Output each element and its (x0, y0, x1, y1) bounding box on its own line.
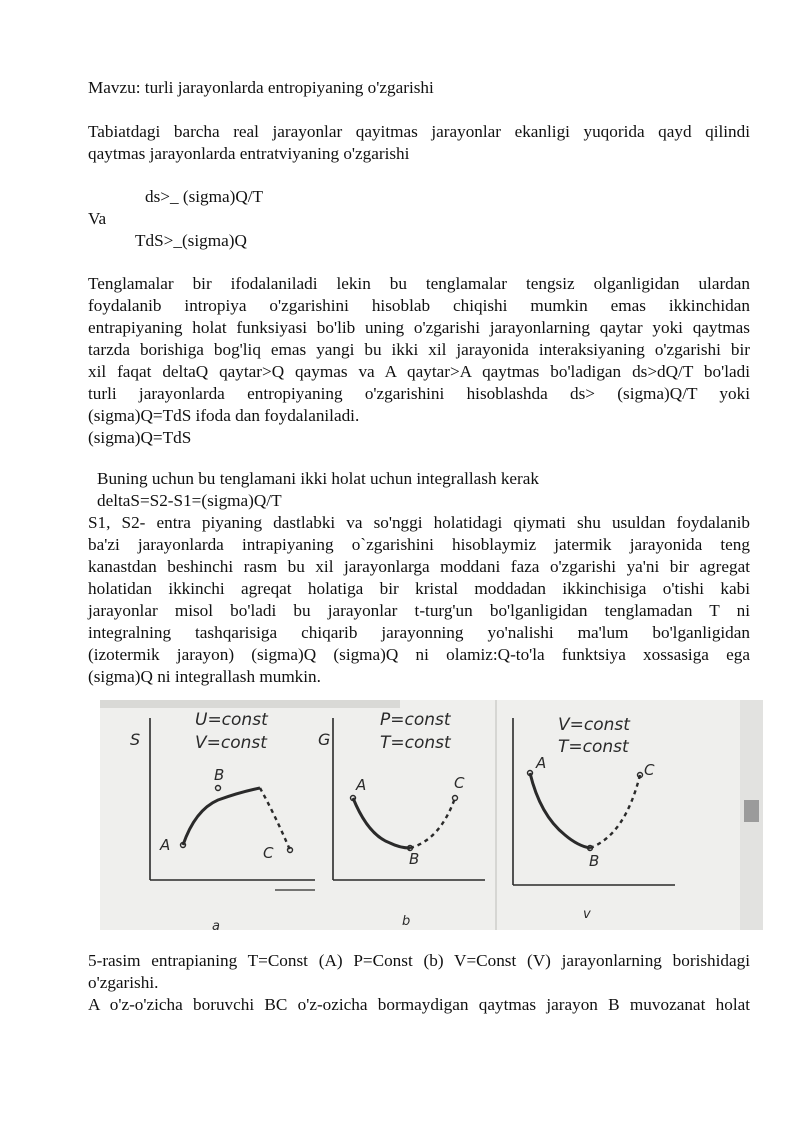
caption-line-2: o'zgarishi. (88, 973, 159, 992)
para2-line-7: (sigma)Q=TdS ifoda dan foydalaniladi. (88, 406, 360, 425)
para2-line-3: entrapiyaning holat funksiyasi bo'lib uning o'zgarishi jarayonlarning qaytar yoki qaytmas (88, 318, 750, 337)
para1-line-1: Tabiatdagi barcha real jarayonlar qayitmas jarayonlar ekanligi yuqorida qayd qilindi (88, 122, 750, 141)
panel-v-dashed-curve (590, 775, 640, 848)
integrate-instruction: Buning uchun bu tenglamani ikki holat uchun integrallash kerak (97, 469, 539, 488)
panel-v-point-a: A (536, 754, 547, 772)
panel-v-sub: v (583, 907, 591, 922)
formula-tds: TdS>_(sigma)Q (135, 231, 247, 250)
formula-sigma-q: (sigma)Q=TdS (88, 428, 192, 447)
panel-a-cond1: U=const (195, 710, 268, 730)
panel-a-point-b: B (214, 766, 225, 784)
panel-a-solid-curve (183, 788, 260, 845)
va-word: Va (88, 209, 107, 228)
panel-v (513, 715, 675, 922)
panel-b (318, 710, 485, 929)
para2-line-5: xil faqat deltaQ qaytar>Q qaymas va A qaytar>A qaytmas bo'ladigan ds>dQ/T bo'ladi (88, 362, 750, 381)
entropy-process-figure (100, 700, 763, 930)
panel-v-point-c: C (644, 761, 655, 779)
panel-a-dashed-curve (260, 788, 290, 850)
caption-line-1: 5-rasim entrapianing T=Const (A) P=Const (b) V=Const (V) jarayonlarning borishidagi (88, 951, 750, 970)
para3-line-2: ba'zi jarayonlarda intrapiyaning o`zgarishini hisoblaymiz jatermik jarayonida teng (88, 535, 750, 554)
panel-b-point-b: B (409, 850, 420, 868)
panel-v-solid-curve (530, 773, 590, 848)
panel-b-axis-label: G (318, 730, 331, 749)
formula-ds: ds>_ (sigma)Q/T (145, 187, 264, 206)
para2-line-6: turli jarayonlarda entropiyaning o'zgarishini hisoblashda ds> (sigma)Q/T yoki (88, 384, 750, 403)
panel-a (130, 710, 315, 930)
panel-v-cond2: T=const (558, 737, 629, 757)
panel-v-cond1: V=const (558, 715, 630, 735)
para3-line-8: (sigma)Q ni integrallash mumkin. (88, 667, 321, 686)
panel-b-cond1: P=const (380, 710, 451, 730)
panel-a-axis-label: S (130, 730, 141, 749)
panel-b-point-a: A (356, 776, 367, 794)
para3-line-3: kanastdan beshinchi rasm bu xil jarayonlarga moddani faza o'zgarishi ya'ni bir agregat (88, 557, 750, 576)
panel-b-dashed-curve (410, 798, 455, 848)
document-title: Mavzu: turli jarayonlarda entropiyaning o'zgarishi (88, 78, 434, 97)
last-line: A o'z-o'zicha boruvchi BC o'z-ozicha bormaydigan qaytmas jarayon B muvozanat holat (88, 995, 750, 1014)
formula-delta-s: deltaS=S2-S1=(sigma)Q/T (97, 491, 282, 510)
para3-line-6: integralning tashqarisiga chiqarib jarayonning yo'nalishi ma'lum bo'lganligidan (88, 623, 750, 642)
panel-b-point-c: C (454, 774, 465, 792)
para3-line-7: (izotermik jarayon) (sigma)Q (sigma)Q ni olamiz:Q-to'la funktsiya xossasiga ega (88, 645, 750, 664)
panel-b-sub: b (402, 914, 411, 929)
para1-line-2: qaytmas jarayonlarda entratviyaning o'zgarishi (88, 144, 410, 163)
panel-a-point-c: C (263, 844, 274, 862)
para3-line-5: jarayonlar misol bo'ladi bu jarayonlar t-turg'un bo'lganligidan tenglamadan T ni (88, 601, 750, 620)
para2-line-4: tarzda borishiga bog'liq emas yangi bu ikki xil jarayonida interaksiyaning o'zgarishi bir (88, 340, 750, 359)
panel-a-point-a: A (160, 836, 171, 854)
panel-a-sub: a (212, 919, 220, 930)
para2-line-1: Tenglamalar bir ifodalaniladi lekin bu tenglamalar tengsiz olganligidan ulardan (88, 274, 750, 293)
panel-b-cond2: T=const (380, 733, 451, 753)
para2-line-2: foydalanib intropiya o'zgarishini hisoblab chiqishi mumkin emas ikkinchidan (88, 296, 750, 315)
para3-line-4: holatidan ikkinchi agreqat holatiga bir kristal moddadan ikkinchisiga o'tishi kabi (88, 579, 750, 598)
panel-v-point-b: B (589, 852, 600, 870)
panel-a-cond2: V=const (195, 733, 267, 753)
panel-b-solid-curve (353, 798, 410, 848)
scan-edge-mark (744, 800, 759, 822)
para3-line-1: S1, S2- entra piyaning dastlabki va so'nggi holatidagi qiymati shu usuldan foydalanib (88, 513, 750, 532)
